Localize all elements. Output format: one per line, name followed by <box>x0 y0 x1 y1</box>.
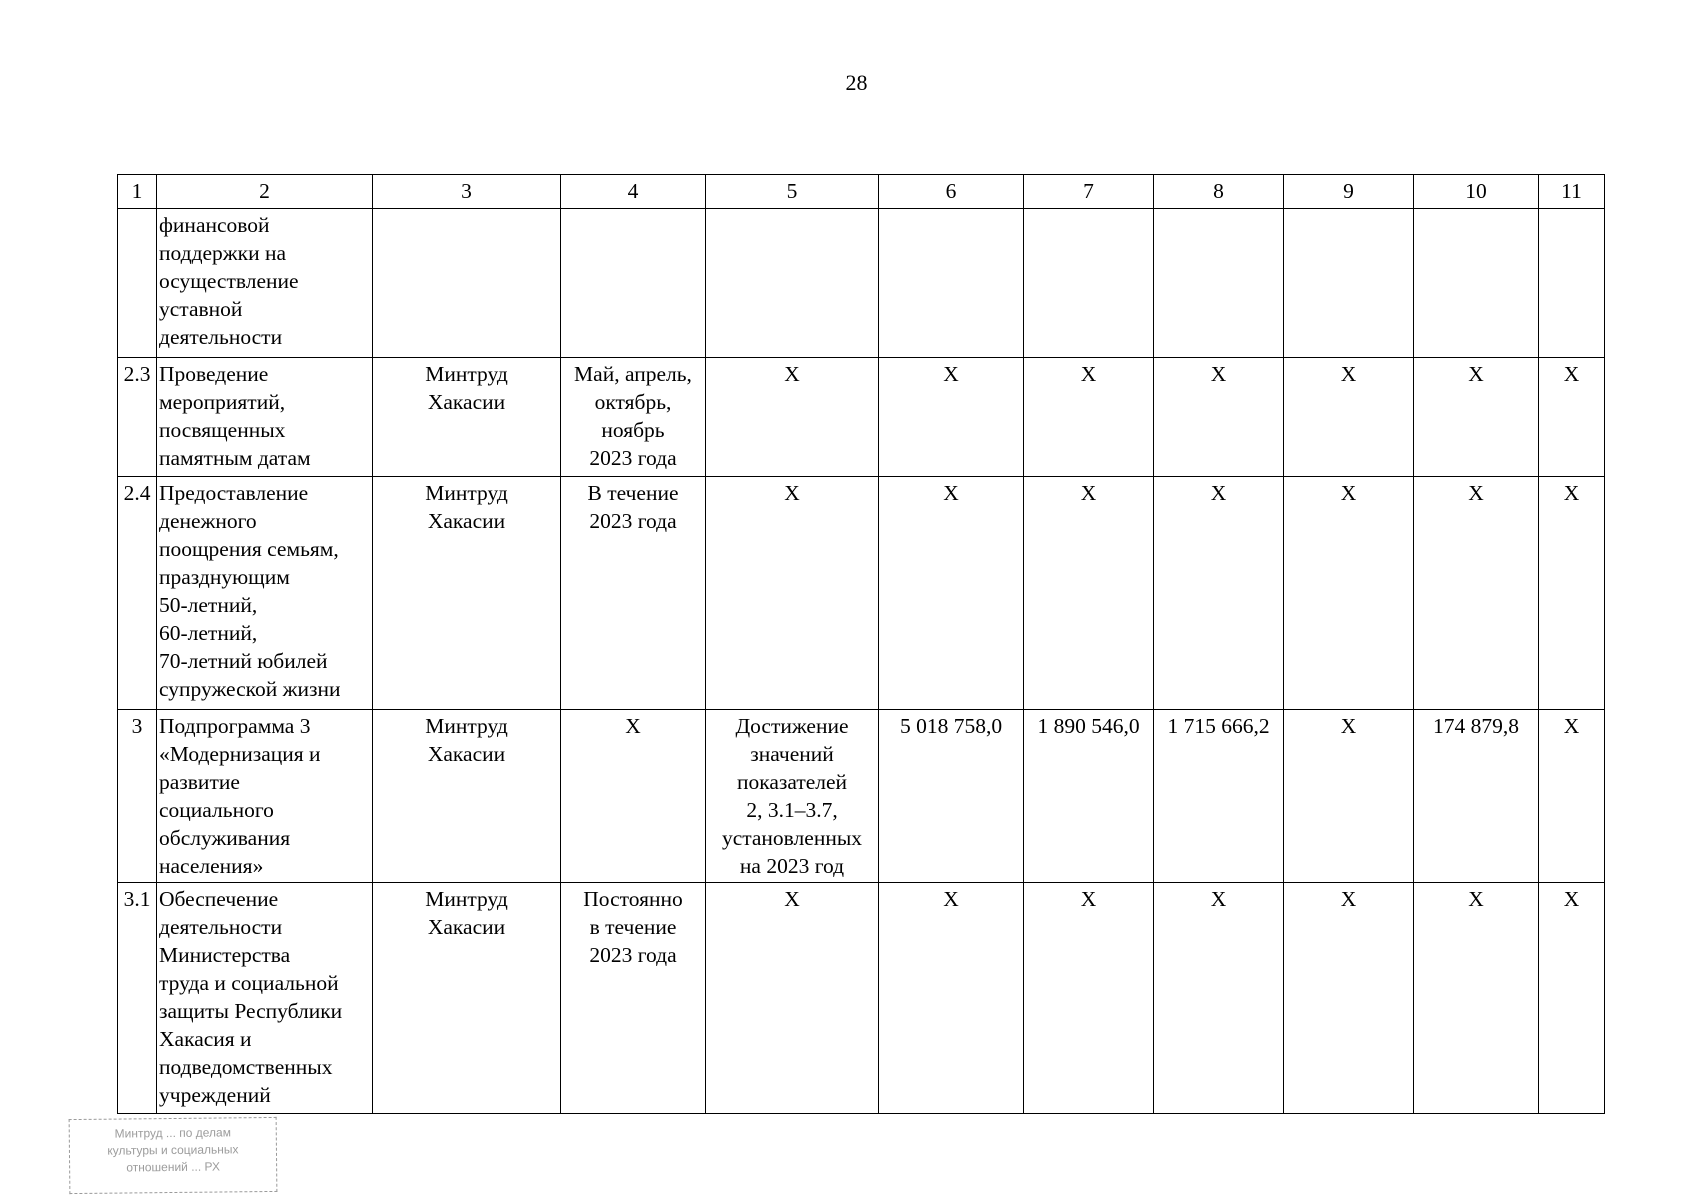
cell-col11: Х <box>1539 358 1605 477</box>
deadline: В течение 2023 года <box>561 477 706 710</box>
stamp-line: культуры и социальных <box>107 1142 239 1158</box>
column-header: 2 <box>157 175 373 209</box>
column-header: 11 <box>1539 175 1605 209</box>
cell-col8: Х <box>1154 477 1284 710</box>
expected-result: Х <box>706 358 879 477</box>
deadline: Май, апрель, октябрь, ноябрь 2023 года <box>561 358 706 477</box>
cell-col10: Х <box>1414 883 1539 1114</box>
table-header-row <box>118 175 1605 209</box>
table-row <box>118 883 1605 1114</box>
cell-col8 <box>1154 209 1284 358</box>
responsible: Минтруд Хакасии <box>373 477 561 710</box>
cell-col6: 5 018 758,0 <box>879 710 1024 883</box>
cell-col8: 1 715 666,2 <box>1154 710 1284 883</box>
responsible <box>373 209 561 358</box>
cell-col7 <box>1024 209 1154 358</box>
column-header: 1 <box>118 175 157 209</box>
table-row <box>118 358 1605 477</box>
expected-result: Х <box>706 883 879 1114</box>
deadline: Х <box>561 710 706 883</box>
cell-col6: Х <box>879 358 1024 477</box>
column-header: 9 <box>1284 175 1414 209</box>
column-header: 6 <box>879 175 1024 209</box>
cell-col7: Х <box>1024 477 1154 710</box>
row-number: 3.1 <box>118 883 157 1114</box>
column-header: 3 <box>373 175 561 209</box>
measure-name: Подпрограмма 3 «Модернизация и развитие социального обслуживания населения» <box>157 710 373 883</box>
cell-col10: Х <box>1414 477 1539 710</box>
cell-col7: 1 890 546,0 <box>1024 710 1154 883</box>
column-header: 8 <box>1154 175 1284 209</box>
stamp-line: отношений ... РХ <box>126 1159 221 1175</box>
cell-col8: Х <box>1154 358 1284 477</box>
deadline <box>561 209 706 358</box>
cell-col8: Х <box>1154 883 1284 1114</box>
cell-col9: Х <box>1284 883 1414 1114</box>
cell-col11 <box>1539 209 1605 358</box>
expected-result: Х <box>706 477 879 710</box>
responsible: Минтруд Хакасии <box>373 358 561 477</box>
measure-name: Проведение мероприятий, посвященных памятным датам <box>157 358 373 477</box>
cell-col10 <box>1414 209 1539 358</box>
expected-result: Достижение значений показателей 2, 3.1–3.7, установленных на 2023 год <box>706 710 879 883</box>
cell-col9 <box>1284 209 1414 358</box>
cell-col11: Х <box>1539 477 1605 710</box>
cell-col9: Х <box>1284 358 1414 477</box>
cell-col9: Х <box>1284 477 1414 710</box>
row-number <box>118 209 157 358</box>
table-row <box>118 710 1605 883</box>
row-number: 3 <box>118 710 157 883</box>
responsible: Минтруд Хакасии <box>373 710 561 883</box>
cell-col11: Х <box>1539 883 1605 1114</box>
measure-name: Предоставление денежного поощрения семьям, празднующим 50-летний, 60-летний, 70-летний юбилей супружеской жизни <box>157 477 373 710</box>
row-number: 2.3 <box>118 358 157 477</box>
cell-col9: Х <box>1284 710 1414 883</box>
cell-col10: Х <box>1414 358 1539 477</box>
cell-col11: Х <box>1539 710 1605 883</box>
row-number: 2.4 <box>118 477 157 710</box>
page-number: 28 <box>845 70 868 95</box>
responsible: Минтруд Хакасии <box>373 883 561 1114</box>
column-header: 4 <box>561 175 706 209</box>
registration-stamp <box>69 1117 278 1194</box>
cell-col6: Х <box>879 477 1024 710</box>
table-row <box>118 209 1605 358</box>
column-header: 7 <box>1024 175 1154 209</box>
expected-result <box>706 209 879 358</box>
column-header: 10 <box>1414 175 1539 209</box>
cell-col6 <box>879 209 1024 358</box>
program-table <box>117 174 1605 1114</box>
cell-col7: Х <box>1024 883 1154 1114</box>
cell-col10: 174 879,8 <box>1414 710 1539 883</box>
deadline: Постоянно в течение 2023 года <box>561 883 706 1114</box>
table-row <box>118 477 1605 710</box>
column-header: 5 <box>706 175 879 209</box>
measure-name: финансовой поддержки на осуществление уставной деятельности <box>157 209 373 358</box>
cell-col6: Х <box>879 883 1024 1114</box>
measure-name: Обеспечение деятельности Министерства труда и социальной защиты Республики Хакасия и подведомственных учреждений <box>157 883 373 1114</box>
cell-col7: Х <box>1024 358 1154 477</box>
stamp-line: Минтруд ... по делам <box>114 1125 232 1141</box>
